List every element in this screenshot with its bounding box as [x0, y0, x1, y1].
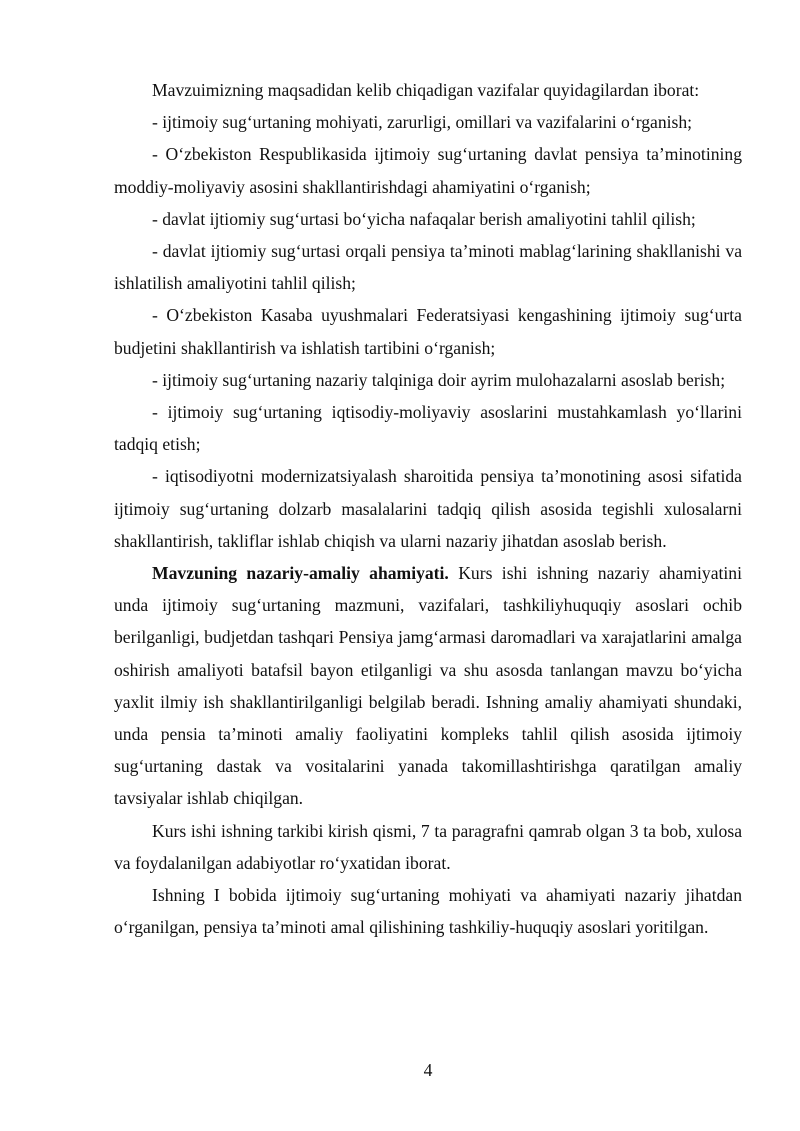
significance-text: Kurs ishi ishning nazariy ahamiyatini unda ijtimoiy sug‘urtaning mazmuni, vazifalari, tashkiliyhuquqiy asoslari ochib berilganligi, budjetdan tashqari Pensiya jamg‘armasi daromadlari va xarajatlarini amalga oshirish amaliyoti batafsil bayon etilganligi va shu asosda tanlangan mavzu bo‘yicha yaxlit ilmiy ish shakllantirilganligi belgilab beradi. Ishning amaliy ahamiyati shundaki, unda pensia ta’minoti amaliy faoliyatini kompleks tahlil qilish asosida ijtimoiy sug‘urtaning dastak va vositalarini yanada takomillashtirishga qaratilgan amaliy tavsiyalar ishlab chiqilgan.	[114, 563, 742, 809]
structure-paragraph: Kurs ishi ishning tarkibi kirish qismi, 7 ta paragrafni qamrab olgan 3 ta bob, xulosa va foydalanilgan adabiyotlar ro‘yxatidan iborat.	[114, 820, 742, 873]
significance-paragraph	[114, 557, 742, 815]
significance-heading: Mavzuning nazariy-amaliy ahamiyati.	[152, 563, 449, 584]
chapter-one-paragraph: Ishning I bobida ijtimoiy sug‘urtaning mohiyati va ahamiyati nazariy jihatdan o‘rganilgan, pensiya ta’minoti amal qilishining tashkiliy-huquqiy asoslari yoritilgan.	[114, 885, 742, 938]
page-number: 4	[423, 1060, 433, 1080]
list-item: - ijtimoiy sug‘urtaning iqtisodiy-moliyaviy asoslarini mustahkamlash yo‘llarini tadqiq etish;	[114, 402, 742, 455]
list-item: - iqtisodiyotni modernizatsiyalash sharoitida pensiya ta’monotining asosi sifatida ijtimoiy sug‘urtaning dolzarb masalalarini tadqiq qilish asosida tegishli xulosalarni shakllantirish, takliflar ishlab chiqish va ularni nazariy jihatdan asoslab berish.	[114, 466, 742, 551]
list-item: - O‘zbekiston Respublikasida ijtimoiy sug‘urtaning davlat pensiya ta’minotining moddiy-moliyaviy asosini shakllantirishdagi ahamiyatini o‘rganish;	[114, 144, 742, 197]
list-item: - ijtimoiy sug‘urtaning nazariy talqiniga doir ayrim mulohazalarni asoslab berish;	[152, 369, 726, 390]
list-item: - davlat ijtiomiy sug‘urtasi bo‘yicha nafaqalar berish amaliyotini tahlil qilish;	[152, 208, 696, 229]
list-item: - davlat ijtiomiy sug‘urtasi orqali pensiya ta’minoti mablag‘larining shakllanishi va ishlatilish amaliyotini tahlil qilish;	[114, 241, 742, 294]
page-body	[114, 74, 742, 943]
list-item: - ijtimoiy sug‘urtaning mohiyati, zarurligi, omillari va vazifalarini o‘rganish;	[152, 112, 693, 133]
list-item: - O‘zbekiston Kasaba uyushmalari Federatsiyasi kengashining ijtimoiy sug‘urta budjetini shakllantirish va ishlatish tartibini o‘rganish;	[114, 305, 742, 358]
intro-paragraph: Mavzuimizning maqsadidan kelib chiqadigan vazifalar quyidagilardan iborat:	[152, 80, 700, 100]
